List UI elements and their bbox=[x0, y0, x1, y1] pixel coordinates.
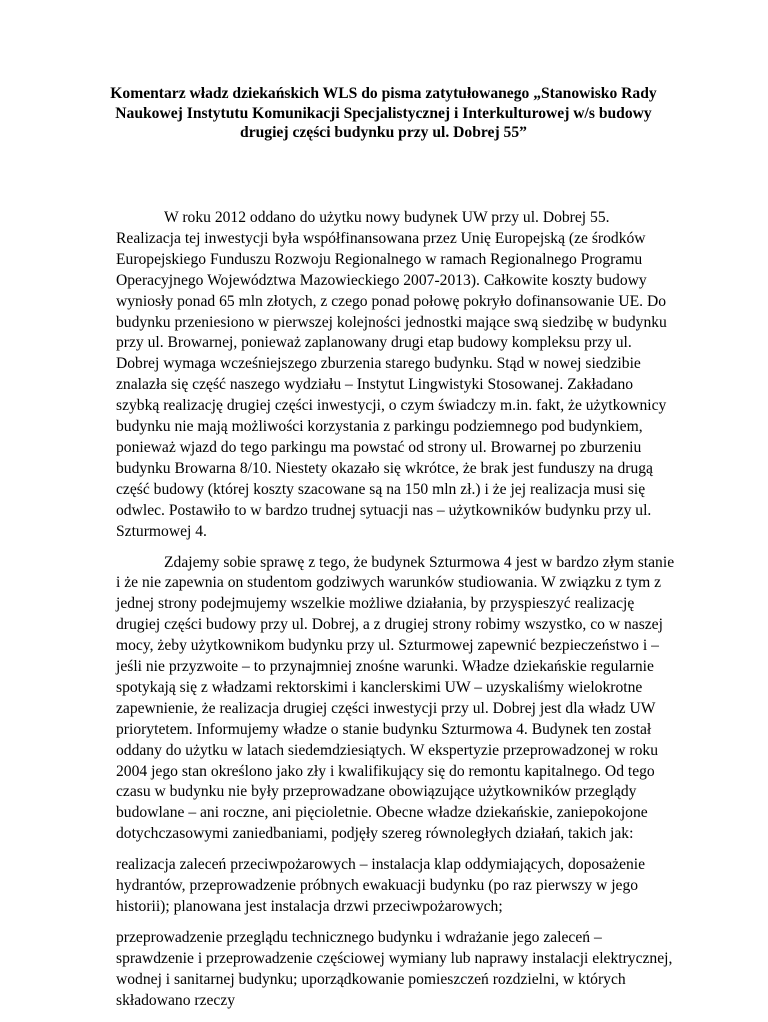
paragraph-building-condition: Zdajemy sobie sprawę z tego, że budynek Szturmowa 4 jest w bardzo złym stanie i że nie zapewnia on studentom godziwych warunków studiowania. W związku z tym z jednej strony podejmujemy wszelkie możliwe działania, by przyspieszyć realizację drugiej części budowy przy ul. Dobrej, a z drugiej strony robimy wszystko, co w naszej mocy, żeby użytkownikom budynku przy ul. Szturmowej zapewnić bezpieczeństwo i – jeśli nie przyzwoite – to przynajmniej znośne warunki. Władze dziekańskie regularnie spotykają się z władzami rektorskimi i kanclerskimi UW – uzyskaliśmy wielokrotne zapewnienie, że realizacja drugiej części inwestycji przy ul. Dobrej jest dla władz UW priorytetem. Informujemy władze o stanie budynku Szturmowa 4. Budynek ten został oddany do użytku w latach siedemdziesiątych. W ekspertyzie przeprowadzonej w roku 2004 jego stan określono jako zły i kwalifikujący się do remontu kapitalnego. Od tego czasu w budynku nie były przeprowadzane obowiązujące użytkowników przeglądy budowlane – ani roczne, ani pięcioletnie. Obecne władze dziekańskie, zaniepokojone dotychczasowymi zaniedbaniami, podjęły szereg równoległych działań, takich jak: bbox=[116, 553, 675, 843]
document-title: Komentarz władz dziekańskich WLS do pisma zatytułowanego „Stanowisko Rady Naukowej Instytutu Komunikacji Specjalistycznej i Interkulturowej w/s budowy drugiej części budynku przy ul. Dobrej 55” bbox=[110, 85, 657, 141]
list-item-technical-review: przeprowadzenie przeglądu technicznego budynku i wdrażanie jego zaleceń – sprawdzenie i przeprowadzenie częściowej wymiany lub naprawy instalacji elektrycznej, wodnej i sanitarnej budynku; uporządkowanie pomieszczeń rozdzielni, w których składowano rzeczy bbox=[116, 928, 673, 1009]
document-body bbox=[116, 208, 676, 1022]
paragraph-intro: W roku 2012 oddano do użytku nowy budynek UW przy ul. Dobrej 55. Realizacja tej inwestycji była współfinansowana przez Unię Europejską (ze środków Europejskiego Funduszu Rozwoju Regionalnego w ramach Regionalnego Programu Operacyjnego Województwa Mazowieckiego 2007-2013). Całkowite koszty budowy wyniosły ponad 65 mln złotych, z czego ponad połowę pokryło dofinansowanie UE. Do budynku przeniesiono w pierwszej kolejności jednostki mające swą siedzibę w budynku przy ul. Browarnej, ponieważ zaplanowany drugi etap budowy kompleksu przy ul. Dobrej wymaga wcześniejszego zburzenia starego budynku. Stąd w nowej siedzibie znalazła się część naszego wydziału – Instytut Lingwistyki Stosowanej. Zakładano szybką realizację drugiej części inwestycji, o czym świadczy m.in. fakt, że użytkownicy budynku nie mają możliwości korzystania z parkingu podziemnego pod budynkiem, ponieważ wjazd do tego parkingu ma powstać od strony ul. Browarnej po zburzeniu budynku Browarna 8/10. Niestety okazało się wkrótce, że brak jest funduszy na drugą część budowy (której koszty szacowane są na 150 mln zł.) i że jej realizacja musi się odwlec. Postawiło to w bardzo trudnej sytuacji nas – użytkowników budynku przy ul. Szturmowej 4. bbox=[116, 209, 667, 540]
list-item-fire-safety: realizacja zaleceń przeciwpożarowych – instalacja klap oddymiających, doposażenie hydrantów, przeprowadzenie próbnych ewakuacji budynku (po raz pierwszy w jego historii); planowana jest instalacja drzwi przeciwpożarowych; bbox=[116, 856, 646, 915]
